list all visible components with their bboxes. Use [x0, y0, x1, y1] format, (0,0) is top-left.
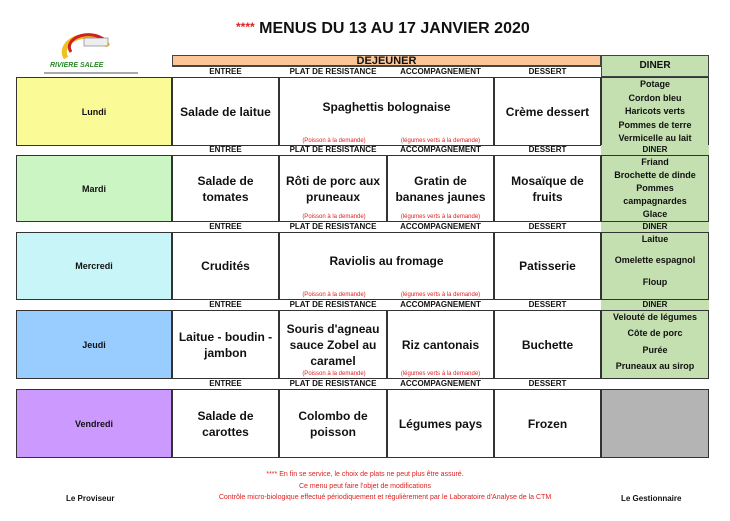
plat-note: (Poisson à la demande) [302, 214, 366, 220]
entree-cell: Laitue - boudin - jambon [172, 310, 279, 379]
column-header-dessert: DESSERT [528, 300, 567, 309]
school-logo [36, 26, 146, 74]
dessert-cell: Patisserie [494, 232, 601, 300]
plat-text: Souris d'agneau sauce Zobel au caramel [286, 321, 380, 368]
column-header-plat-de-resistance: PLAT DE RESISTANCE [289, 145, 377, 154]
plat-note: (Poisson à la demande) [302, 292, 366, 298]
column-header-accompagnement: ACCOMPAGNEMENT [400, 145, 481, 154]
plat-note: (Poisson à la demande) [302, 371, 366, 377]
plat-text: Raviolis au fromage [329, 254, 444, 268]
column-header-dessert: DESSERT [528, 222, 567, 231]
column-header-accompagnement: ACCOMPAGNEMENT [400, 222, 481, 231]
plat-text: Rôti de porc aux pruneaux [285, 173, 380, 204]
column-header-entree: ENTREE [209, 222, 242, 231]
diner-item: Côte de porc [627, 328, 683, 339]
dessert-cell: Frozen [494, 389, 601, 458]
plat-text: Colombo de poisson [298, 408, 368, 439]
diner-item: Floup [642, 276, 668, 287]
accompagnement-note: (légumes verts à la demande) [400, 292, 481, 298]
plat-cell [279, 232, 494, 300]
title-stars: **** [236, 20, 255, 34]
accompagnement-cell: Gratin de bananes jaunes [387, 155, 494, 222]
column-header-diner: DINER [601, 300, 709, 310]
title-text: MENUS DU 13 AU 17 JANVIER 2020 [259, 20, 530, 37]
dessert-cell: Mosaïque de fruits [494, 155, 601, 222]
column-header-diner: DINER [601, 145, 709, 155]
plat-cell [279, 155, 387, 222]
dessert-cell: Crème dessert [494, 77, 601, 146]
column-header-entree: ENTREE [209, 379, 242, 388]
diner-cell [601, 77, 709, 146]
column-header-diner: DINER [601, 222, 709, 232]
diner-item: Vermicelle au lait [618, 133, 692, 143]
column-header-plat-de-resistance: PLAT DE RESISTANCE [289, 67, 377, 76]
diner-header: DINER [601, 55, 709, 77]
column-header-plat-de-resistance: PLAT DE RESISTANCE [289, 222, 377, 231]
column-header-accompagnement: ACCOMPAGNEMENT [400, 67, 481, 76]
logo-text: RIVIERE SALEE [50, 62, 104, 69]
day-label-lundi: Lundi [16, 77, 172, 146]
diner-item: Friand [641, 157, 669, 167]
column-header-dessert: DESSERT [528, 379, 567, 388]
footer-note-2: Ce menu peut faire l'objet de modifications [298, 483, 432, 490]
page-title [236, 20, 530, 38]
diner-cell [601, 310, 709, 379]
column-header-entree: ENTREE [209, 145, 242, 154]
diner-item: Potage [639, 79, 670, 89]
dessert-cell: Buchette [494, 310, 601, 379]
column-header-dessert: DESSERT [528, 67, 567, 76]
day-label-mercredi: Mercredi [16, 232, 172, 300]
diner-item: Pommes de terre [618, 119, 692, 130]
entree-cell: Salade de carottes [172, 389, 279, 458]
column-header-accompagnement: ACCOMPAGNEMENT [400, 379, 481, 388]
column-header-plat-de-resistance: PLAT DE RESISTANCE [289, 379, 377, 388]
footer-note-1: **** En fin se service, le choix de plats ne peut plus être assuré. [266, 471, 464, 478]
diner-item: Haricots verts [624, 106, 686, 116]
signature-proviseur: Le Proviseur [66, 494, 115, 503]
diner-item: Pruneaux au sirop [615, 360, 695, 371]
diner-item: Cordon bleu [628, 92, 682, 103]
day-label-mardi: Mardi [16, 155, 172, 222]
plat-text: Spaghettis bolognaise [322, 99, 451, 114]
diner-item: Laitue [641, 234, 669, 244]
footer-note-3: Contrôle micro-biologique effectué périodiquement et régulièrement par le Laboratoire d'Analyse de la CTM [218, 494, 552, 501]
day-label-vendredi: Vendredi [16, 389, 172, 458]
plat-cell [279, 389, 387, 458]
diner-item: Velouté de légumes [612, 312, 698, 322]
plat-note: (Poisson à la demande) [302, 138, 366, 144]
column-header-plat-de-resistance: PLAT DE RESISTANCE [289, 300, 377, 309]
accompagnement-note: (légumes verts à la demande) [400, 138, 481, 144]
diner-cell [601, 155, 709, 222]
day-label-jeudi: Jeudi [16, 310, 172, 379]
entree-cell: Crudités [172, 232, 279, 300]
column-header-entree: ENTREE [209, 300, 242, 309]
diner-item: Pommes [636, 183, 674, 193]
accompagnement-note: (légumes verts à la demande) [400, 214, 481, 220]
diner-cell [601, 389, 709, 458]
entree-cell: Salade de laitue [172, 77, 279, 146]
accompagnement-cell: Riz cantonais [387, 310, 494, 379]
column-header-entree: ENTREE [209, 67, 242, 76]
diner-item: Omelette espagnol [614, 255, 696, 266]
column-header-dessert: DESSERT [528, 145, 567, 154]
plat-cell [279, 310, 387, 379]
diner-item: Glace [642, 209, 668, 219]
signature-gestionnaire: Le Gestionnaire [621, 494, 682, 503]
dejeuner-header: DEJEUNER [172, 55, 601, 67]
diner-cell [601, 232, 709, 300]
diner-item: Purée [642, 344, 668, 355]
accompagnement-cell: Légumes pays [387, 389, 494, 458]
entree-cell: Salade de tomates [172, 155, 279, 222]
plat-cell [279, 77, 494, 146]
column-header-accompagnement: ACCOMPAGNEMENT [400, 300, 481, 309]
accompagnement-note: (légumes verts à la demande) [400, 371, 481, 377]
diner-item: Brochette de dinde [614, 170, 696, 180]
diner-item: campagnardes [623, 196, 687, 206]
